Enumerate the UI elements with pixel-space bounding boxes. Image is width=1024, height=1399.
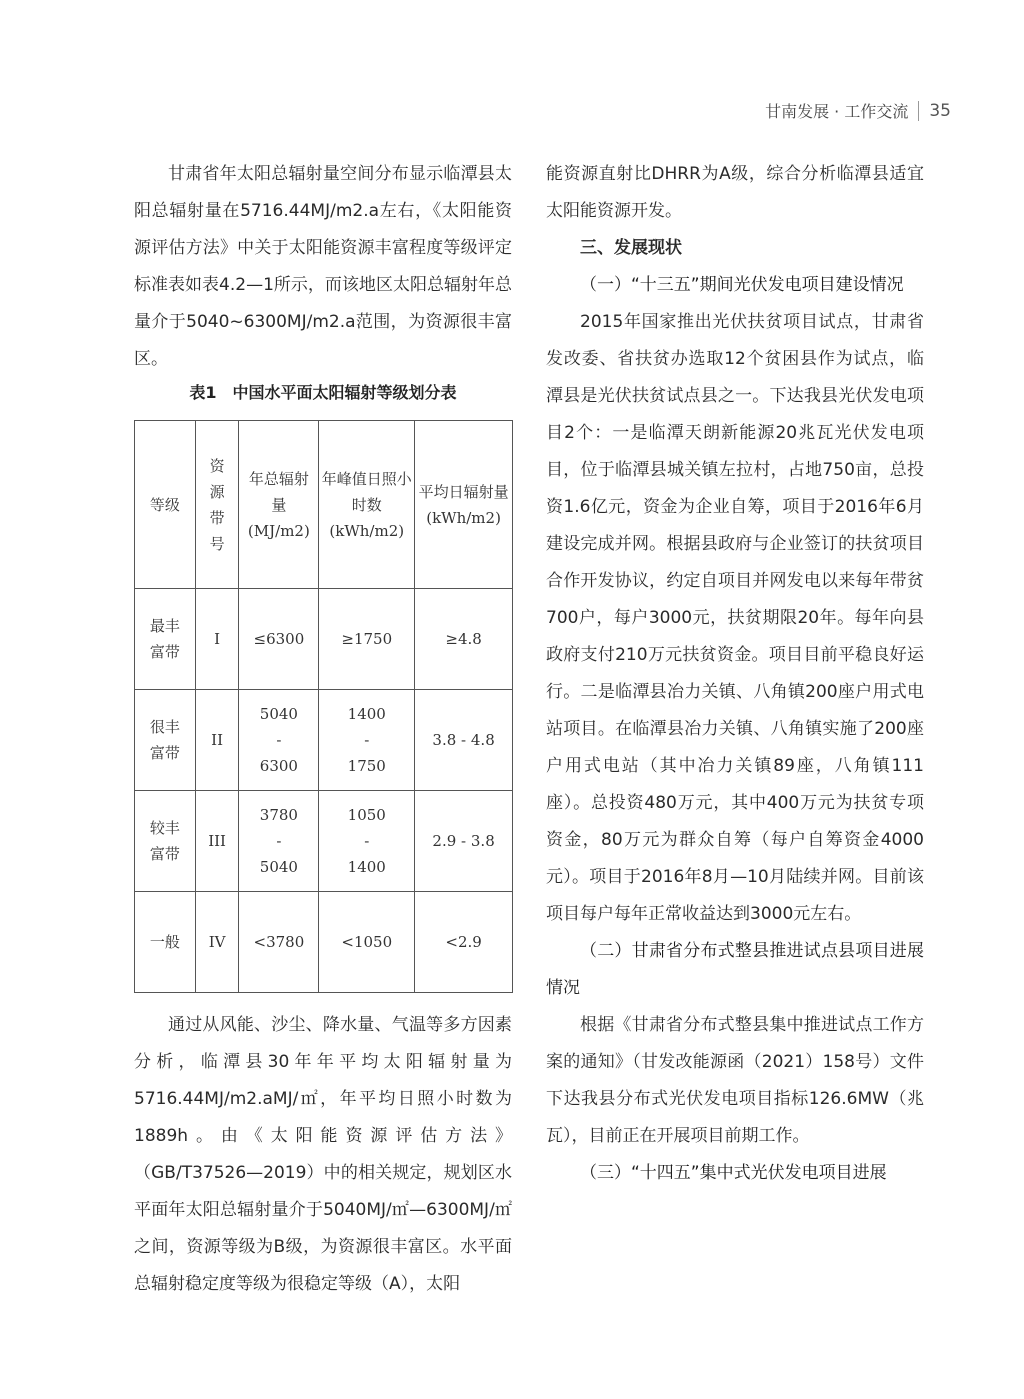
- table-cell: 5040 - 6300: [239, 690, 319, 791]
- subsection-heading-2: （二）甘肃省分布式整县推进试点县项目进展情况: [546, 941, 924, 998]
- table-cell: II: [195, 690, 239, 791]
- table-row: [135, 589, 513, 690]
- table-cell: 3.8 - 4.8: [415, 690, 513, 791]
- continued-paragraph: 能资源直射比DHRR为A级，综合分析临潭县适宜太阳能资源开发。: [546, 164, 924, 221]
- table-cell: 很丰富带: [135, 690, 196, 791]
- subsection-paragraph-1: 2015年国家推出光伏扶贫项目试点，甘肃省发改委、省扶贫办选取12个贫困县作为试点，临潭县是光伏扶贫试点县之一。下达我县光伏发电项目2个：一是临潭天朗新能源20兆瓦光伏发电项目，位于临潭县城关镇左拉村，占地750亩，总投资1.6亿元，资金为企业自筹，项目于2016年6月建设完成并网。根据县政府与企业签订的扶贫项目合作开发协议，约定自项目并网发电以来每年带贫700户，每户3000元，扶贫期限20年。每年向县政府支付210万元扶贫资金。项目目前平稳良好运行。二是临潭县冶力关镇、八角镇200座户用式电站项目。在临潭县冶力关镇、八角镇实施了200座户用式电站（其中冶力关镇89座，八角镇111座）。总投资480万元，其中400万元为扶贫专项资金，80万元为群众自筹（每户自筹资金4000元）。项目于2016年8月—10月陆续并网。目前该项目每户每年正常收益达到3000元左右。: [546, 312, 924, 924]
- page-number: 35: [929, 100, 951, 121]
- table-row: [135, 892, 513, 993]
- table-cell: ≥1750: [319, 589, 415, 690]
- table-row: [135, 791, 513, 892]
- table-cell: 2.9 - 3.8: [415, 791, 513, 892]
- table-cell: III: [195, 791, 239, 892]
- left-column-top: [134, 156, 512, 378]
- table-caption: 表1 中国水平面太阳辐射等级划分表: [189, 383, 457, 402]
- table-header-row: [135, 421, 513, 589]
- table-cell: <1050: [319, 892, 415, 993]
- table-cell: 较丰富带: [135, 791, 196, 892]
- journal-section-title: 甘南发展 · 工作交流: [765, 102, 909, 121]
- header-cell-daily: 平均日辐射量(kWh/m2): [415, 421, 513, 589]
- radiation-grade-table: [134, 420, 513, 993]
- intro-paragraph: 甘肃省年太阳总辐射量空间分布显示临潭县太阳总辐射量在5716.44MJ/m2.a左右，《太阳能资源评估方法》中关于太阳能资源丰富程度等级评定标准表如表4.2—1所示，而该地区太阳总辐射年总量介于5040~6300MJ/m2.a范围，为资源很丰富区。: [134, 164, 512, 369]
- table-cell: ≥4.8: [415, 589, 513, 690]
- table-cell: <3780: [239, 892, 319, 993]
- table-cell: <2.9: [415, 892, 513, 993]
- header-cell-annual: 年总辐射量(MJ/m2): [239, 421, 319, 589]
- subsection-heading-1: （一）“十三五”期间光伏发电项目建设情况: [580, 275, 904, 295]
- analysis-paragraph: 通过从风能、沙尘、降水量、气温等多方因素分析，临潭县30年年平均太阳辐射量为5716.44MJ/m2.aMJ/㎡，年平均日照小时数为1889h。由《太阳能资源评估方法》（GB/T37526—2019）中的相关规定，规划区水平面年太阳总辐射量介于5040MJ/㎡—6300MJ/㎡之间，资源等级为B级，为资源很丰富区。水平面总辐射稳定度等级为很稳定等级（A），太阳: [134, 1015, 512, 1294]
- table-row: [135, 690, 513, 791]
- table-cell: IV: [195, 892, 239, 993]
- table-cell: 1050 - 1400: [319, 791, 415, 892]
- right-column: [546, 156, 924, 1192]
- header-cell-peak-hours: 年峰值日照小时数(kWh/m2): [319, 421, 415, 589]
- section-heading: 三、发展现状: [580, 238, 682, 258]
- table-cell: 1400 - 1750: [319, 690, 415, 791]
- left-column-bottom: [134, 1007, 512, 1303]
- page-header: [765, 99, 951, 122]
- table-cell: 一般: [135, 892, 196, 993]
- subsection-paragraph-2: 根据《甘肃省分布式整县集中推进试点工作方案的通知》（甘发改能源函（2021）158号）文件下达我县分布式光伏发电项目指标126.6MW（兆瓦），目前正在开展项目前期工作。: [546, 1015, 924, 1146]
- subsection-heading-3: （三）“十四五”集中式光伏发电项目进展: [580, 1163, 887, 1183]
- table-cell: 最丰富带: [135, 589, 196, 690]
- header-cell-band: 资源带号: [195, 421, 239, 589]
- table-cell: I: [195, 589, 239, 690]
- header-cell-grade: 等级: [135, 421, 196, 589]
- table-cell: 3780 - 5040: [239, 791, 319, 892]
- table-cell: ≤6300: [239, 589, 319, 690]
- header-divider: [918, 101, 919, 121]
